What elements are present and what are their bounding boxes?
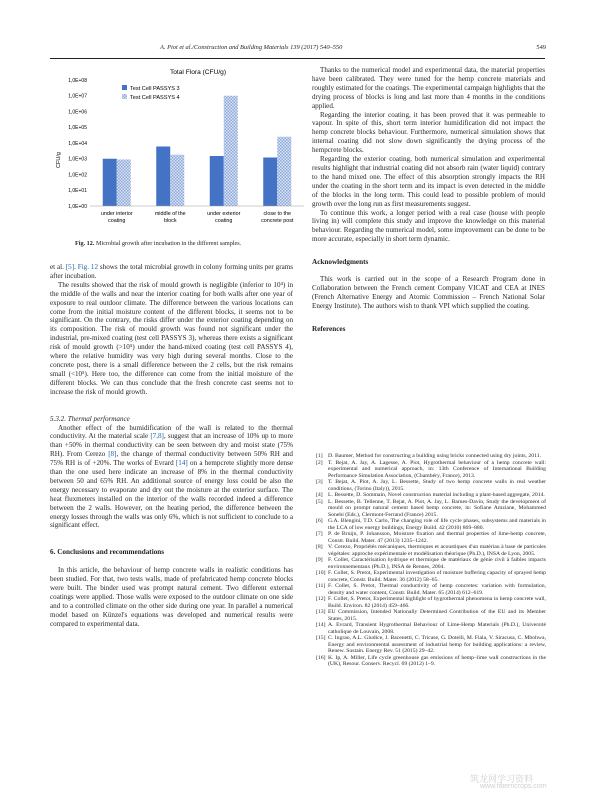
reference-text: V. Cerezo, Propriétés mécaniques, thermiques et acoustiques d'un matériau à base de particules végétales: approche expérimentale et modélisation théorique (Ph.D.), INSA de Lyon, 2005. (328, 544, 546, 557)
y-tick-label: 1,0E+00 (68, 203, 87, 210)
bar-passys3 (263, 158, 277, 206)
y-tick-label: 1,0E+02 (68, 172, 87, 179)
watermark-text: 筑龙网学习资料 (470, 774, 534, 784)
acknowledgments-text: This work is carried out in the scope of a Research Program done in Collaboration between the French cement Company VICAT and CEA at INES (French Alternative Energy and Atomic Commission – French National Solar Energy Institute). The authors wish to thank VPI which supplied the coating. (312, 275, 545, 310)
figure-caption (75, 240, 241, 247)
reference-text: P. de Bruijn, P. Johansson, Moisture fixation and thermal properties of lime-hemp concrete, Constr. Build. Mater. 47 (2013) 1235–1242. (328, 531, 546, 544)
reference-list (316, 453, 546, 668)
section-heading-6: 6. Conclusions and recommendations (50, 548, 165, 557)
reference-number: [11] (316, 583, 326, 589)
reference-item[interactable] (316, 583, 546, 596)
reference-item[interactable] (316, 518, 546, 531)
text-run: Another effect of the humidification of the wall is related to the thermal conductivity. At the material scale (50, 423, 293, 441)
x-category-label: middle of the block (154, 211, 186, 224)
text-run: . (74, 263, 78, 271)
y-tick-label: 1,0E+04 (68, 140, 87, 147)
reference-text: L. Bessette, B. Tellenne, T. Bejat, A. Piot, A. Jay, L. Barnes-Davin, Study the development of mould on prompt natural cement based hemp concrete, in: Sofiane Amziane, Mohammed Sonebi (Eds.), Clermont-Ferrand (France) 2015. (328, 498, 546, 518)
reference-item[interactable] (316, 622, 546, 635)
text-run: et al. (50, 263, 66, 271)
reference-number: [6] (316, 518, 323, 524)
reference-text: EU Commission, Intended Nationally Determined Contribution of the EU and its Member States, 2015. (328, 609, 546, 622)
y-tick-label: 1,0E+07 (68, 93, 87, 100)
reference-number: [13] (316, 609, 326, 615)
paragraph-thermal (50, 424, 293, 531)
y-tick-label: 1,0E+01 (68, 188, 87, 195)
y-tick-label: 1,0E+05 (68, 125, 87, 132)
text-run: on a hempcrete slightly more dense than the one used here indicate an increase of 8% in the thermal conductivity between 50 and 65% RH. An additional source of energy loss could be also the energy necessary to evaporate and dry out the moisture at the exterior surface. The heat fluxmeters installed on the interior of the walls recorded indeed a difference between the 2 walls. However, on the heating period, the difference between the energy losses through the walls was only 6%, which is not sufficient to conclude to a significant effect. (50, 459, 294, 530)
x-category-label: close to the concrete post (261, 211, 294, 224)
reference-text: D. Baumer, Method for constructing a building using bricks connected using dry joints, 2011. (328, 453, 541, 459)
reference-text: C. Ingrao, A.L. Giudice, J. Bacenetti, C. Tricase, G. Dotelli, M. Fiala, V. Siracusa, C. Mbohwa, Energy and environmental assessment of industrial hemp for building applications: a review, Renew. Sustain. Energy Rev. 51 (2015) 29–42. (328, 635, 546, 654)
bar-passys4 (170, 155, 184, 206)
citation-link[interactable]: [8] (108, 450, 117, 459)
text-run: , the change of thermal conductivity between 50% RH and 75% RH is of +20%. The works of Evrard (50, 450, 293, 468)
reference-text: T. Bejat, A. Jay, A. Lagesse, A. Piot, Hygrothermal behaviour of a hemp concrete wall: experimental and numerical approach, in: 13th Conference of International Building Performance Simulation Association, (Chambéry, France), 2013. (328, 459, 546, 479)
paragraph-interior-coating: Regarding the interior coating, it has been proved that it was permeable to vapour. In spite of this, short term interior humidification did not impact the hemp concrete blocks behaviour. Furthermore, numerical simulation shows that internal coating did not slow down significantly the drying process of the hempcrete blocks. (312, 110, 545, 155)
reference-number: [1] (316, 453, 323, 459)
page-number: 549 (536, 44, 546, 51)
reference-text: F. Collet, Caractérisation hydrique et thermique de matériaux de génie civil à faibles impacts environnementaux (Ph.D.), INSA de Rennes, 2004. (328, 557, 546, 570)
running-header (0, 44, 595, 56)
watermark-url: www.fiberncrops.com (480, 783, 547, 790)
legend-label-passys3: Test Cell PASSYS 3 (130, 86, 180, 92)
reference-number: [5] (316, 498, 323, 505)
bar-passys3 (210, 156, 224, 206)
reference-item[interactable] (316, 596, 546, 609)
legend-swatch-passys3 (122, 85, 127, 90)
reference-item[interactable] (316, 609, 546, 622)
reference-number: [7] (316, 531, 323, 537)
reference-number: [8] (316, 544, 323, 550)
reference-item[interactable] (316, 570, 546, 583)
bar-passys4 (277, 137, 291, 206)
x-category-label: under interior coating (100, 211, 133, 224)
bar-passys3 (103, 159, 117, 206)
reference-item[interactable] (316, 499, 546, 519)
right-column (312, 66, 545, 334)
reference-number: [2] (316, 459, 323, 466)
acknowledgments-heading: Acknowledgments (312, 258, 369, 267)
reference-text: A. Evrard, Transient Hygrothermal Behaviour of Lime-Hemp Materials (Ph.D.), Université catholique de Louvain, 2008. (328, 622, 546, 635)
reference-number: [4] (316, 492, 323, 498)
paragraph-fig12-intro (50, 263, 293, 281)
y-tick-label: 1,0E+08 (68, 77, 87, 84)
reference-number: [12] (316, 596, 326, 602)
reference-text: F. Collet, S. Pretot, Experimental investigation of moisture buffering capacity of sprayed hemp concrete, Constr. Build. Mater. 36 (2012) 58–65. (328, 570, 546, 583)
reference-text: G.A. Blengini, T.D. Carlo, The changing role of life cycle phases, subsystems and materials in the LCA of low energy buildings, Energy Build. 42 (2010) 869–880. (328, 518, 546, 531)
chart-legend (122, 85, 180, 101)
reference-item[interactable] (316, 479, 546, 492)
text-run: , suggest that an increase of 10% up to more than +50% in thermal conductivity can be seen between dry and moist state (75% RH). From Cerezo (50, 432, 293, 459)
reference-item[interactable] (316, 544, 546, 557)
reference-number: [9] (316, 557, 323, 563)
figure-caption-text: Microbial growth after incubation in the different samples. (95, 240, 242, 247)
citation-link[interactable]: [14] (175, 459, 188, 468)
legend-swatch-passys4 (122, 94, 127, 99)
left-column (50, 263, 293, 629)
paragraph-conclusion: In this article, the behaviour of hemp concrete walls in realistic conditions has been studied. For that, two tests walls, made of prefabricated hemp concrete blocks were built. The binder used was prompt natural cement. Two different external coatings were applied. Those walls were exposed to the outdoor climate on one side and to a controlled climate on the other side during one year. In parallel a numerical model based on Künzel's equations was developed and numerical results were compared to experimental data. (50, 566, 293, 628)
bar-passys4 (224, 96, 238, 206)
section-heading-532: 5.3.2. Thermal performance (50, 414, 130, 423)
chart-title: Total Flora (CFU/g) (169, 69, 227, 76)
reference-text: K. Ip, A. Miller, Life cycle greenhouse gas emissions of hemp–lime wall constructions in the (UK), Resour. Conserv. Recycl. 69 (2012) 1–9. (328, 654, 546, 667)
reference-item[interactable] (316, 635, 546, 655)
reference-number: [10] (316, 570, 326, 576)
reference-item[interactable] (316, 531, 546, 544)
reference-item[interactable] (316, 460, 546, 480)
reference-text: F. Collet, S. Pretot, Experimental highlight of hygrothermal phenomena in hemp concrete wall, Build. Environ. 82 (2014) 459–466. (328, 596, 546, 609)
y-tick-label: 1,0E+03 (68, 156, 87, 163)
reference-number: [16] (316, 654, 326, 661)
figure-label: Fig. 12. (75, 240, 95, 247)
reference-text: F. Collet, S. Pretot, Thermal conductivity of hemp concretes: variation with formulation, density and water content, Constr. Build. Mater. 65 (2014) 612–619. (328, 583, 546, 596)
x-category-label: under exterior coating (207, 211, 241, 224)
figure-12-chart (52, 64, 308, 234)
reference-item[interactable] (316, 557, 546, 570)
legend-label-passys4: Test Cell PASSYS 4 (130, 95, 180, 101)
references-heading: References (312, 324, 346, 333)
citation-link[interactable]: [5] (65, 263, 75, 271)
paragraph-future-work: To continue this work, a longer period with a real case (house with people living in) will complete this study and improve the knowledge on this material behaviour. Regarding the numerical model, some improvement can be done to be more accurate, especially in short term dynamic. (312, 208, 545, 244)
reference-text: T. Bejat, A. Piot, A. Jay, L. Bessette, Study of two hemp concrete walls in real weather conditions, (Torino (Italy)), 2015. (328, 479, 546, 492)
reference-number: [15] (316, 635, 326, 641)
journal-citation: A. Piot et al./Construction and Building Materials 139 (2017) 540–550 (160, 44, 343, 51)
paragraph-exterior-coating: Regarding the exterior coating, both numerical simulation and experimental results highlight that industrial coating did not absorb rain (water liquid) contrary to the hand mixed one. The effect of this absorption strongly impacts the RH under the coating in the short term and its impact is even detected in the middle of the blocks in the long term. This could lead to possible problem of mould growth over the long run as first measurements suggest. (312, 155, 545, 208)
reference-item[interactable] (316, 655, 546, 668)
reference-number: [14] (316, 622, 326, 628)
reference-text: L. Bessette, D. Sommain, Novel construction material including a plant-based aggregate, 2014. (328, 492, 545, 498)
y-axis-label: CFU/g (56, 152, 62, 168)
citation-link[interactable]: [7,8] (150, 432, 164, 441)
paragraph-calibration: Thanks to the numerical model and experimental data, the material properties have been calibrated. They were tuned for the hemp concrete materials and roughly estimated for the coatings. The experimental campaign highlights that the drying process of blocks is long and last more than 4 months in the conditions applied. (312, 66, 545, 110)
bar-passys3 (156, 146, 170, 206)
header-rule (50, 58, 545, 59)
reference-number: [3] (316, 479, 323, 485)
text-run: shows the total microbial growth in colony forming units per grams after incubation. (50, 263, 294, 280)
paragraph-mould-results: The results showed that the risk of mould growth is negligible (inferior to 10⁴) in the middle of the walls and near the interior coating for both walls after one year of exposure to real outdoor climate. The difference between the various locations can come from the initial moisture content of the different blocks, it seems not to be significant. On the contrary, the risks differ under the exterior coating depending on its composition. The risk of mould growth was found not significant under the industrial, pre-mixed coating (test cell PASSYS 3), whereas there exists a significant risk of mould growth (>10⁵) under the hand-mixed coating (test cell PASSYS 4), where the relative humidity was very high during several months. Close to the concrete post, there is a small difference between the 2 cells, but the risk remains small (<10⁵). Here too, the difference can come from the initial moisture of the different blocks. We can thus conclude that the fresh concrete cast seems not to increase the risk of mould growth. (50, 280, 293, 396)
bar-passys4 (117, 159, 131, 206)
y-tick-label: 1,0E+06 (68, 109, 87, 116)
figure-link[interactable]: Fig. 12 (77, 263, 98, 271)
